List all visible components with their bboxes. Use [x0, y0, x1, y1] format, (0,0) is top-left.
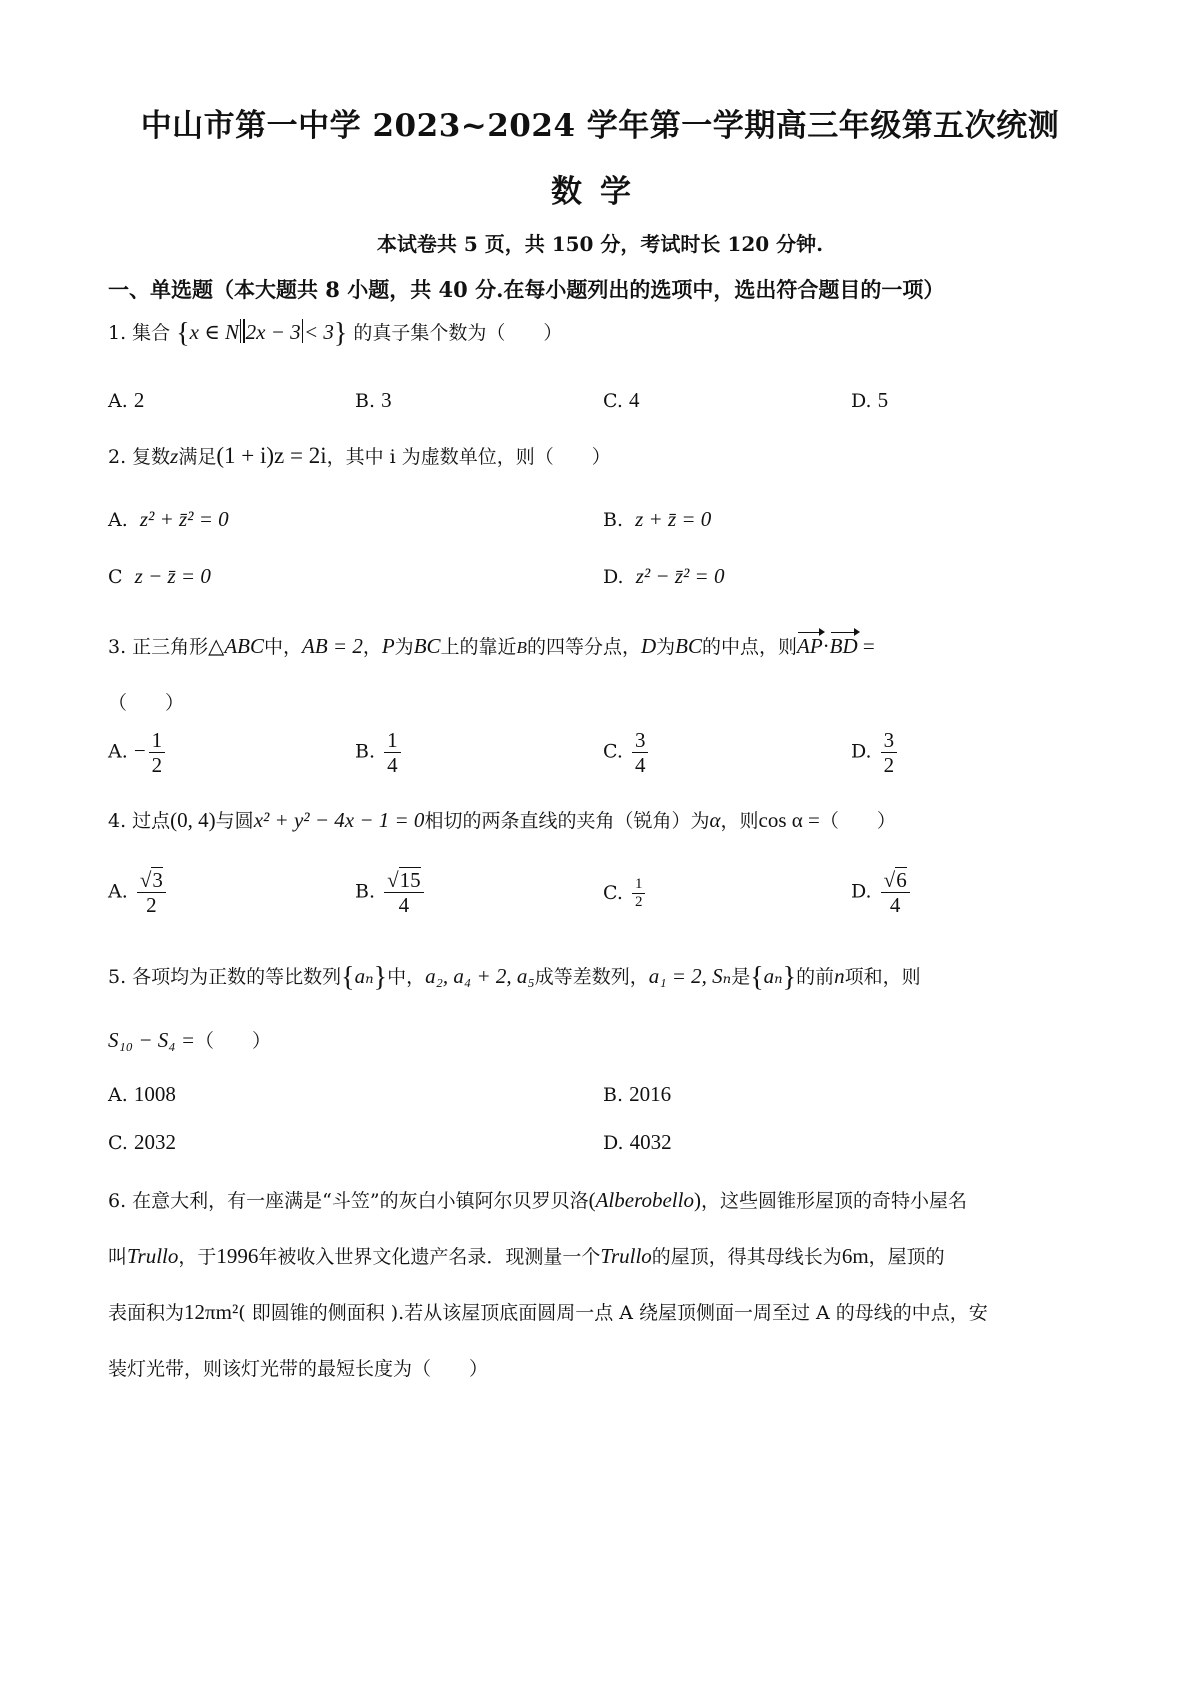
q2-option-a: A. z² + z̄² = 0 [108, 507, 229, 531]
question-6-line-4: 装灯光带，则该灯光带的最短长度为（ ） [108, 1358, 489, 1380]
question-5: 5. 各项均为正数的等比数列{aₙ}中，a₂, a₄ + 2, a₅成等差数列，a₁ = 2, Sₙ是{aₙ}的前n项和，则 [108, 962, 921, 993]
q1-option-c: C. 4 [603, 388, 640, 412]
section-heading: 一、单选题（本大题共 8 小题，共 40 分.在每小题列出的选项中，选出符合题目的一项） [108, 277, 945, 302]
question-1: 1. 集合 {x ∈ N 2x − 3 < 3} 的真子集个数为（ ） [108, 318, 563, 349]
q5-option-a: A. 1008 [108, 1082, 176, 1106]
question-4: 4. 过点(0, 4)与圆x² + y² − 4x − 1 = 0相切的两条直线的夹角（锐角）为α，则cos α =（ ） [108, 808, 896, 832]
q3-option-b: B. $\frac{1}{4}$ [355, 728, 404, 777]
q5-option-b: B. 2016 [603, 1082, 672, 1106]
q3-option-c: C. $\frac{3}{4}$ [603, 728, 651, 777]
q1-set-rhs: < 3 [303, 320, 334, 344]
question-6-line-2: 叫Trullo，于1996年被收入世界文化遗产名录．现测量一个Trullo的屋顶，得其母线长为6m，屋顶的 [108, 1244, 945, 1268]
q5-line-2: S₁₀ − S₄ =（ ） [108, 1028, 272, 1052]
q1-option-b: B. 3 [355, 388, 392, 412]
q5-option-d: D. 4032 [603, 1130, 672, 1154]
question-6-line-1: 6. 在意大利，有一座满是“斗笠”的灰白小镇阿尔贝罗贝洛(Alberobello)，这些圆锥形屋顶的奇特小屋名 [108, 1188, 967, 1212]
q2-option-c: C z − z̄ = 0 [108, 564, 211, 588]
q2-option-d: D. z² − z̄² = 0 [603, 564, 725, 588]
q2-option-b: B. z + z̄ = 0 [603, 507, 712, 531]
question-2: 2. 复数z满足(1 + i)z = 2i，其中 i 为虚数单位，则（ ） [108, 443, 611, 468]
q4-option-d: D. $\frac{√6}{4}$ [851, 868, 913, 917]
exam-meta: 本试卷共 5 页，共 150 分，考试时长 120 分钟. [376, 232, 824, 256]
q1-tail: 的真子集个数为（ ） [353, 322, 563, 344]
q1-number: 1. 集合 [108, 322, 171, 344]
q3-paren: （ ） [108, 692, 185, 714]
q3-option-a: A. − $\frac{1}{2}$ [108, 728, 168, 777]
vector-ap: AP [797, 634, 823, 658]
q4-option-a: A. $\frac{√3}{2}$ [108, 868, 169, 917]
q2-equation: (1 + i)z = 2i [216, 443, 327, 468]
q4-option-c: C. $\frac{1}{2}$ [603, 876, 648, 912]
q5-option-c: C. 2032 [108, 1130, 176, 1154]
subject-title: 数学 [551, 174, 649, 210]
q3-option-d: D. $\frac{3}{2}$ [851, 728, 900, 777]
q1-option-a: A. 2 [108, 388, 145, 412]
vector-bd: BD [829, 634, 858, 658]
q1-option-d: D. 5 [851, 388, 889, 412]
question-3: 3. 正三角形△ABC中，AB = 2，P为BC上的靠近B的四等分点，D为BC的中点，则AP·BD = [108, 634, 875, 658]
exam-title: 中山市第一中学 2023~2024 学年第一学期高三年级第五次统测 [140, 108, 1060, 144]
q1-set-expr: 2x − 3 [245, 320, 301, 344]
q4-option-b: B. $\frac{√15}{4}$ [355, 868, 427, 917]
question-6-line-3: 表面积为12πm²( 即圆锥的侧面积 ).若从该屋顶底面圆周一点 A 绕屋顶侧面一周至过 A 的母线的中点，安 [108, 1300, 988, 1324]
q1-set-content: x ∈ N [189, 320, 240, 344]
